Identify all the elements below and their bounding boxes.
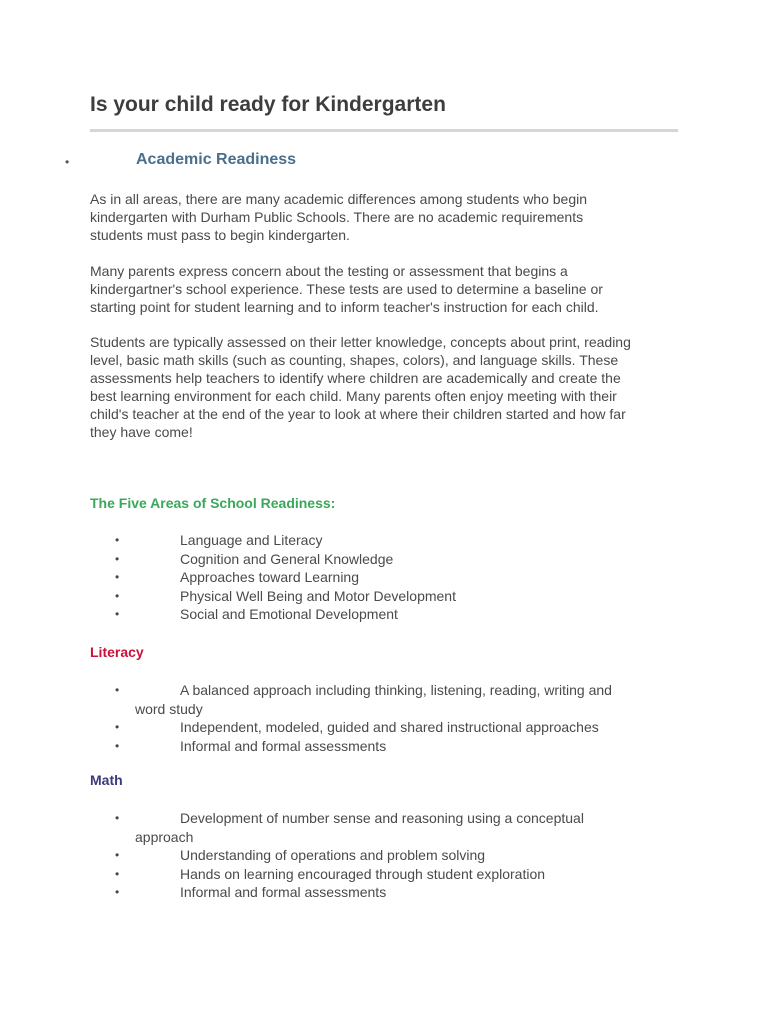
paragraph-testing xyxy=(90,262,690,316)
paragraph-line: Many parents express concern about the testing or assessment that begins a xyxy=(90,263,568,279)
paragraph-line: they have come! xyxy=(90,424,193,440)
list-item xyxy=(0,846,768,865)
list-item-text: Approaches toward Learning xyxy=(180,569,360,585)
list-item-continuation: approach xyxy=(135,828,194,845)
list-item-text: Independent, modeled, guided and shared instructional approaches xyxy=(180,719,599,735)
bullet-icon: • xyxy=(115,551,120,566)
list-item xyxy=(0,681,768,718)
list-item-text: Hands on learning encouraged through student exploration xyxy=(180,865,546,882)
list-item-text: Physical Well Being and Motor Development xyxy=(180,587,456,604)
list-item xyxy=(0,550,768,569)
math-list xyxy=(0,809,768,902)
paragraph-line: Students are typically assessed on their letter knowledge, concepts about print, reading xyxy=(90,334,631,350)
paragraph-line: level, basic math skills (such as counting, shapes, colors), and language skills. These xyxy=(90,352,619,368)
bullet-icon: • xyxy=(115,570,120,584)
paragraph-line: best learning environment for each child. Many parents often enjoy meeting with their xyxy=(90,388,617,404)
section-bullet: • xyxy=(65,155,70,169)
list-item xyxy=(0,865,768,884)
list-item xyxy=(0,737,768,756)
list-item-text: Cognition and General Knowledge xyxy=(180,550,394,567)
list-item xyxy=(0,587,768,606)
list-item xyxy=(0,809,768,846)
bullet-icon: • xyxy=(115,588,120,603)
paragraph-intro xyxy=(90,190,690,244)
literacy-list xyxy=(0,681,768,755)
page-title: Is your child ready for Kindergarten xyxy=(90,93,446,116)
list-item-text: Understanding of operations and problem solving xyxy=(180,847,486,863)
list-item-continuation: word study xyxy=(135,700,203,717)
paragraph-line: assessments help teachers to identify where children are academically and create the xyxy=(90,370,621,386)
list-item xyxy=(0,531,768,550)
bullet-icon: • xyxy=(115,866,120,881)
paragraph-line: starting point for student learning and to inform teacher's instruction for each child. xyxy=(90,299,599,315)
five-areas-list xyxy=(0,531,768,624)
list-item xyxy=(0,568,768,587)
bullet-icon: • xyxy=(115,738,120,753)
bullet-icon: • xyxy=(115,720,120,734)
bullet-icon: • xyxy=(115,683,120,697)
academic-readiness-heading: Academic Readiness xyxy=(136,151,297,168)
list-item-text: Language and Literacy xyxy=(180,532,323,548)
title-divider xyxy=(90,129,678,132)
bullet-icon: • xyxy=(115,885,120,899)
bullet-icon: • xyxy=(115,848,120,862)
list-item xyxy=(0,605,768,624)
list-item-text: A balanced approach including thinking, listening, reading, writing and xyxy=(180,682,612,698)
math-heading: Math xyxy=(90,772,123,788)
bullet-icon: • xyxy=(115,811,120,825)
paragraph-line: child's teacher at the end of the year to look at where their children started and how far xyxy=(90,406,626,422)
five-areas-heading: The Five Areas of School Readiness: xyxy=(90,495,336,511)
list-item-text: Social and Emotional Development xyxy=(180,606,398,622)
paragraph-line: students must pass to begin kindergarten. xyxy=(90,227,350,243)
list-item-text: Development of number sense and reasoning using a conceptual xyxy=(180,810,584,826)
list-item xyxy=(0,883,768,902)
bullet-icon: • xyxy=(115,533,120,547)
paragraph-line: kindergarten with Durham Public Schools. There are no academic requirements xyxy=(90,209,584,225)
list-item-text: Informal and formal assessments xyxy=(180,737,387,754)
list-item xyxy=(0,718,768,737)
bullet-icon: • xyxy=(115,607,120,621)
paragraph-assessment xyxy=(90,333,690,441)
paragraph-line: As in all areas, there are many academic differences among students who begin xyxy=(90,191,588,207)
literacy-heading: Literacy xyxy=(90,644,144,660)
paragraph-line: kindergartner's school experience. These tests are used to determine a baseline or xyxy=(90,281,603,297)
list-item-text: Informal and formal assessments xyxy=(180,884,387,900)
